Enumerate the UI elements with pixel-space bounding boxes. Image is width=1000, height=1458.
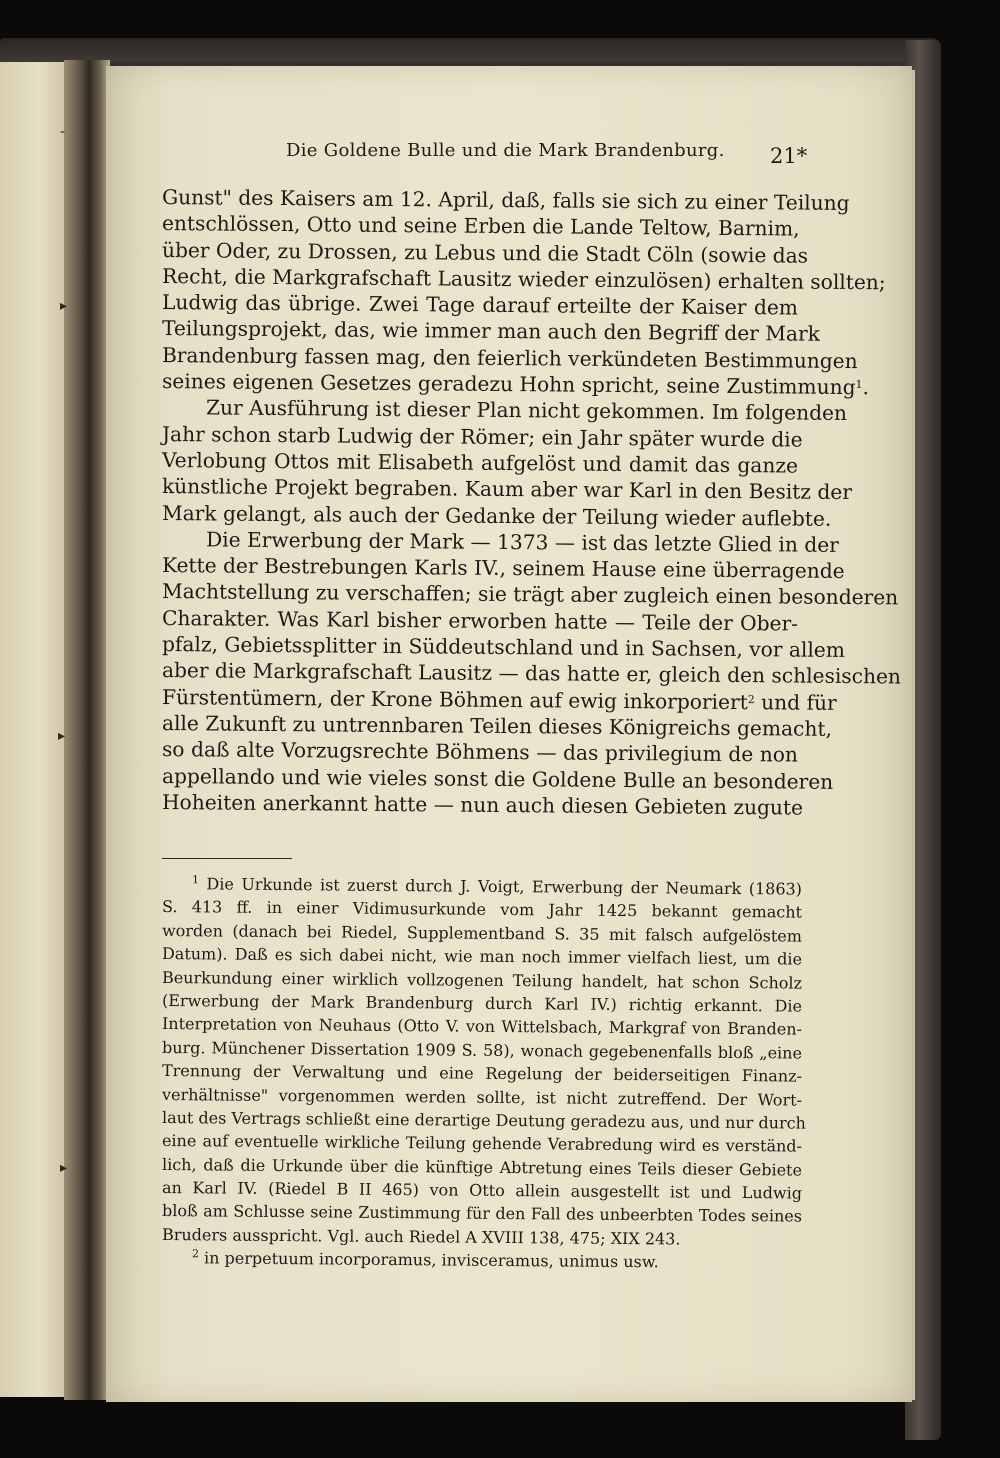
line-text: Verlobung Ottos mit Elisabeth aufgelöst und damit das ganze	[161, 447, 799, 478]
margin-dash-mark: -	[60, 124, 66, 140]
line-text: eine auf eventuelle wirkliche Teilung gehende Verabredung wird es verständ-	[161, 1131, 803, 1156]
footnote-reference: 1	[855, 378, 863, 392]
page-number: 21*	[770, 144, 808, 168]
line-text: pfalz, Gebietssplitter in Süddeutschland und in Sachsen, vor allem	[161, 632, 846, 663]
line-text: laut des Vertrags schließt eine derartige Deutung geradezu aus, und nur durch	[161, 1107, 806, 1133]
line-text: an Karl IV. (Riedel B II 465) von Otto allein ausgestellt ist und Ludwig	[161, 1178, 803, 1203]
line-text: bloß am Schlusse seine Zustimmung für den Fall des unbeerbten Todes seines	[161, 1201, 803, 1227]
line-text: (Erwerbung der Mark Brandenburg durch Karl IV.) richtig erkannt. Die	[161, 990, 803, 1016]
page-content	[106, 66, 912, 1402]
line-text: Ludwig das übrige. Zwei Tage darauf erteilte der Kaiser dem	[161, 290, 799, 320]
line-text: alle Zukunft zu untrennbaren Teilen dieses Königreichs gemacht,	[161, 710, 833, 741]
footnote-marker: 1	[191, 873, 200, 887]
line-text: Die Erwerbung der Mark — 1373 — ist das letzte Glied in der	[205, 527, 840, 557]
line-text-continuation: und für	[754, 689, 837, 715]
line-text: Charakter. Was Karl bisher erworben hatte — Teile der Ober-	[161, 605, 799, 636]
body-line	[161, 789, 804, 821]
line-text: Zur Ausführung ist dieser Plan nicht gekommen. Im folgenden	[205, 395, 848, 426]
margin-arrow-mark: ▸	[60, 298, 68, 314]
line-text: Machtstellung zu verschaffen; sie trägt aber zugleich einen besonderen	[161, 579, 899, 610]
line-text: Gunst" des Kaisers am 12. April, daß, falls sie sich zu einer Teilung	[161, 185, 850, 216]
line-text: verhältnisse" vorgenommen werden sollte, ist nicht zutreffend. Der Wort-	[161, 1084, 803, 1110]
line-text: entschlössen, Otto und seine Erben die Lande Teltow, Barnim,	[161, 211, 800, 241]
footnote-reference: 2	[747, 692, 755, 706]
book-gutter	[64, 60, 110, 1400]
line-text: Jahr schon starb Ludwig der Römer; ein Jahr später wurde die	[161, 421, 803, 452]
line-text: lich, daß die Urkunde über die künftige Abtretung eines Teils dieser Gebiete	[161, 1154, 803, 1180]
footnote-line	[162, 1246, 802, 1275]
left-page-edge	[0, 62, 66, 1397]
line-text-continuation: .	[862, 375, 870, 400]
line-text: worden (danach bei Riedel, Supplementband S. 35 mit falsch aufgelöstem	[161, 920, 803, 946]
line-text: Bruders ausspricht. Vgl. auch Riedel A XVIII 138, 475; XIX 243.	[161, 1224, 681, 1249]
line-text: Fürstentümern, der Krone Böhmen auf ewig inkorporiert	[161, 684, 748, 714]
line-text: aber die Markgrafschaft Lausitz — das hatte er, gleich den schlesischen	[161, 658, 902, 689]
line-text: Mark gelangt, als auch der Gedanke der Teilung wieder auflebte.	[161, 500, 832, 531]
line-text: über Oder, zu Drossen, zu Lebus und die Stadt Cöln (sowie das	[161, 237, 809, 268]
line-text: Kette der Bestrebungen Karls IV., seinem Hause eine überragende	[161, 553, 845, 584]
line-text: S. 413 ff. in einer Vidimusurkunde vom Jahr 1425 bekannt gemacht	[161, 897, 803, 922]
line-text: Datum). Daß es sich dabei nicht, wie man noch immer vielfach liest, um die	[161, 944, 803, 969]
margin-arrow-mark: ▸	[58, 728, 66, 744]
footnotes	[161, 872, 806, 1272]
line-text: Recht, die Markgrafschaft Lausitz wieder einzulösen) erhalten sollten;	[161, 263, 886, 295]
line-text: Teilungsprojekt, das, wie immer man auch den Begriff der Mark	[161, 316, 821, 347]
line-text: Beurkundung einer wirklich vollzogenen Teilung handelt, hat schon Scholz	[161, 967, 803, 993]
line-text: Hoheiten anerkannt hatte — nun auch diesen Gebieten zugute	[161, 789, 804, 820]
footnote-separator	[162, 858, 292, 859]
line-text: Interpretation von Neuhaus (Otto V. von Wittelsbach, Markgraf von Branden-	[161, 1014, 803, 1039]
book-page	[106, 66, 912, 1402]
line-text: so daß alte Vorzugsrechte Böhmens — das privilegium de non	[161, 737, 799, 767]
footnote-marker: 2	[191, 1247, 200, 1261]
line-text: in perpetuum incorporamus, invisceramus, unimus usw.	[204, 1248, 659, 1272]
running-title: Die Goldene Bulle und die Mark Brandenburg.	[286, 140, 725, 161]
line-text: seines eigenen Gesetzes geradezu Hohn spricht, seine Zustimmung	[161, 369, 856, 400]
margin-arrow-mark: ▸	[60, 1160, 68, 1176]
line-text: Die Urkunde ist zuerst durch J. Voigt, Erwerbung der Neumark (1863)	[206, 874, 803, 899]
line-text: appellando und wie vieles sonst die Goldene Bulle an besonderen	[161, 763, 834, 794]
line-text: künstliche Projekt begraben. Kaum aber war Karl in den Besitz der	[161, 474, 853, 505]
line-text: Brandenburg fassen mag, den feierlich verkündeten Bestimmungen	[161, 342, 858, 373]
line-text: Trennung der Verwaltung und eine Regelung der beiderseitigen Finanz-	[161, 1061, 803, 1086]
line-text: burg. Münchener Dissertation 1909 S. 58), wonach gegebenenfalls bloß „eine	[161, 1037, 803, 1063]
body-text	[161, 184, 902, 820]
